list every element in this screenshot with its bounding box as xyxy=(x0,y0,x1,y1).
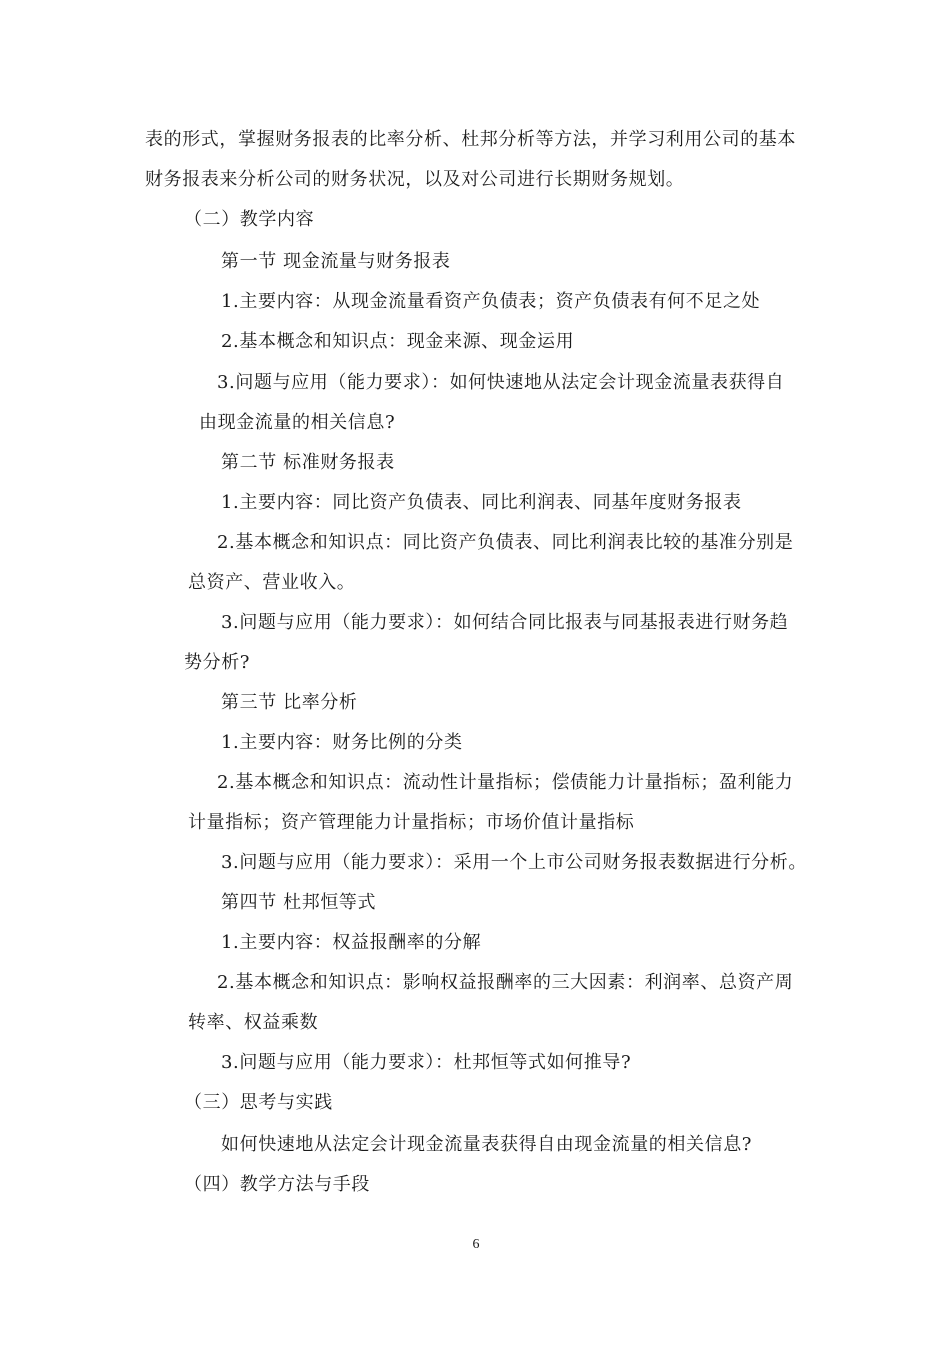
section-4-item-3: 3.问题与应用（能力要求）：杜邦恒等式如何推导? xyxy=(221,1052,632,1073)
section-1-title: 第一节 现金流量与财务报表 xyxy=(221,251,451,272)
intro-line-1: 表的形式，掌握财务报表的比率分析、杜邦分析等方法，并学习利用公司的基本 xyxy=(145,129,796,150)
section-3-title: 第三节 比率分析 xyxy=(221,692,358,713)
section-3-item-2-line-1: 2.基本概念和知识点：流动性计量指标；偿债能力计量指标；盈利能力 xyxy=(217,772,794,793)
section-4-item-2-line-2: 转率、权益乘数 xyxy=(188,1012,319,1033)
section-2-item-3-line-2: 势分析? xyxy=(184,652,251,673)
section-1-item-1: 1.主要内容：从现金流量看资产负债表；资产负债表有何不足之处 xyxy=(221,291,761,312)
section-3-item-3: 3.问题与应用（能力要求）：采用一个上市公司财务报表数据进行分析。 xyxy=(221,852,807,873)
section-2-item-2-line-2: 总资产、营业收入。 xyxy=(188,572,356,593)
section-3-item-1: 1.主要内容：财务比例的分类 xyxy=(221,732,463,753)
intro-line-2: 财务报表来分析公司的财务状况，以及对公司进行长期财务规划。 xyxy=(145,169,685,190)
heading-teaching-content: （二）教学内容 xyxy=(184,209,315,230)
section-2-item-1: 1.主要内容：同比资产负债表、同比利润表、同基年度财务报表 xyxy=(221,492,742,513)
heading-teaching-methods: （四）教学方法与手段 xyxy=(184,1174,370,1195)
section-2-item-3-line-1: 3.问题与应用（能力要求）：如何结合同比报表与同基报表进行财务趋 xyxy=(221,612,789,633)
section-1-item-3-line-1: 3.问题与应用（能力要求）：如何快速地从法定会计现金流量表获得自 xyxy=(217,372,785,393)
section-2-title: 第二节 标准财务报表 xyxy=(221,452,395,473)
page-number: 6 xyxy=(472,1237,480,1252)
section-3-item-2-line-2: 计量指标；资产管理能力计量指标；市场价值计量指标 xyxy=(188,812,635,833)
heading-thinking-practice: （三）思考与实践 xyxy=(184,1092,333,1113)
section-1-item-2: 2.基本概念和知识点：现金来源、现金运用 xyxy=(221,331,575,352)
section-4-item-2-line-1: 2.基本概念和知识点：影响权益报酬率的三大因素：利润率、总资产周 xyxy=(217,972,794,993)
section-1-item-3-line-2: 由现金流量的相关信息? xyxy=(199,412,396,433)
section-2-item-2-line-1: 2.基本概念和知识点：同比资产负债表、同比利润表比较的基准分别是 xyxy=(217,532,794,553)
section-4-item-1: 1.主要内容：权益报酬率的分解 xyxy=(221,932,482,953)
practice-question: 如何快速地从法定会计现金流量表获得自由现金流量的相关信息? xyxy=(221,1134,753,1155)
section-4-title: 第四节 杜邦恒等式 xyxy=(221,892,377,913)
